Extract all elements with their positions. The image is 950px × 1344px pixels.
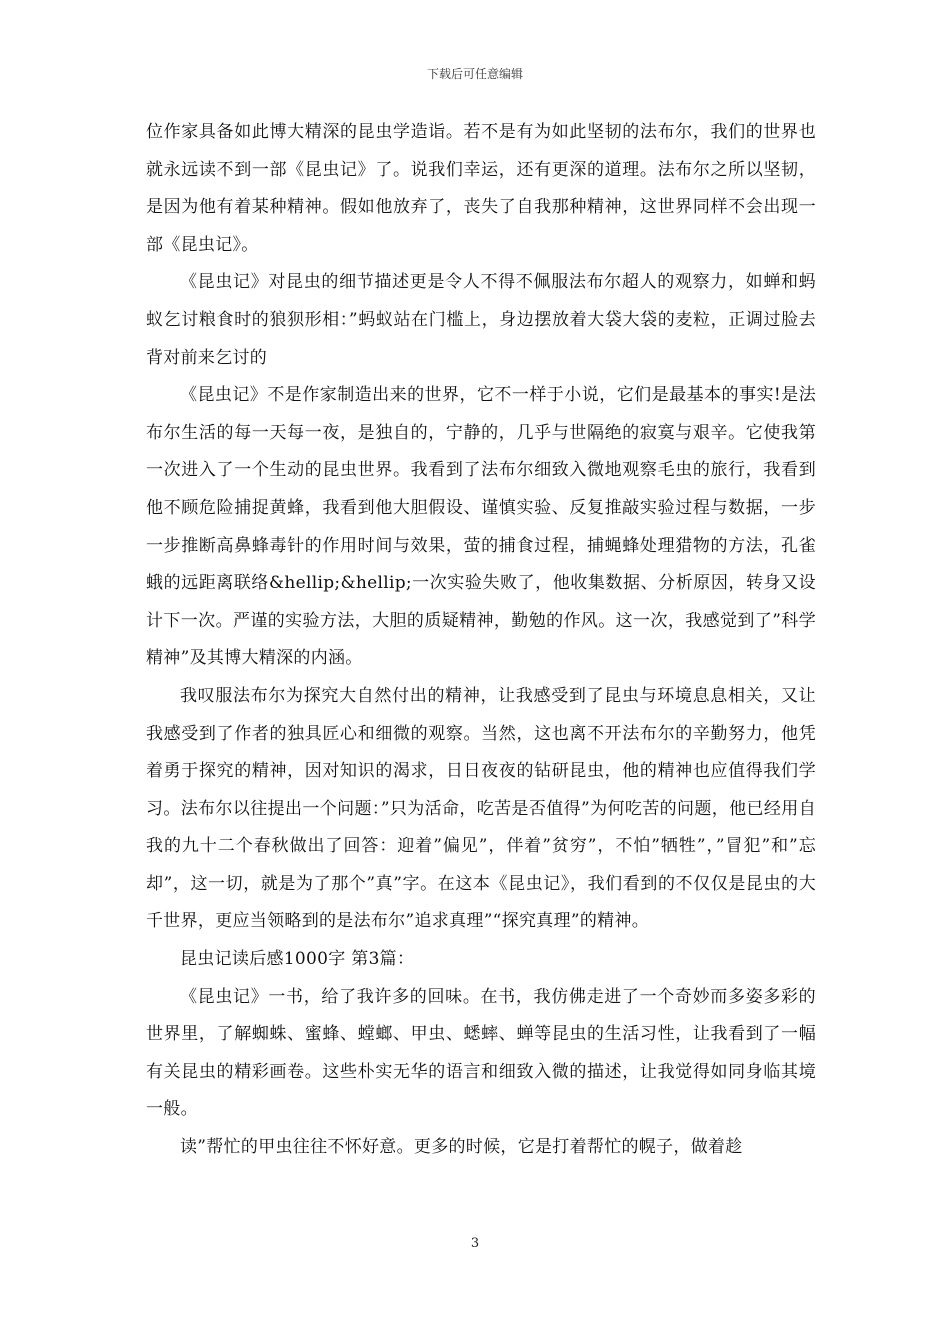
paragraph-3: 《昆虫记》不是作家制造出来的世界，它不一样于小说，它们是最基本的事实!是法布尔生活的每一天每一夜，是独自的，宁静的，几乎与世隔绝的寂寞与艰辛。它使我第一次进入了一个生动的昆虫世界。我看到了法布尔细致入微地观察毛虫的旅行，我看到他不顾危险捕捉黄蜂，我看到他大胆假设、谨慎实验、反复推敲实验过程与数据，一步一步推断高鼻蜂毒针的作用时间与效果，萤的捕食过程，捕蝇蜂处理猎物的方法，孔雀蛾的远距离联络&hellip;&hellip;一次实验失败了，他收集数据、分析原因，转身又设计下一次。严谨的实验方法，大胆的质疑精神，勤勉的作风。这一次，我感觉到了”科学精神”及其博大精深的内涵。: [146, 385, 816, 669]
paragraph-4: 我叹服法布尔为探究大自然付出的精神，让我感受到了昆虫与环境息息相关，又让我感受到了作者的独具匠心和细微的观察。当然，这也离不开法布尔的辛勤努力，他凭着勇于探究的精神，因对知识的渴求，日日夜夜的钻研昆虫，他的精神也应值得我们学习。法布尔以往提出一个问题：”只为活命，吃苦是否值得”为何吃苦的问题，他已经用自我的九十二个春秋做出了回答：迎着”偏见”，伴着”贫穷”，不怕”牺牲”，”冒犯”和”忘却”，这一切，就是为了那个”真”字。在这本《昆虫记》，我们看到的不仅仅是昆虫的大千世界，更应当领略到的是法布尔”追求真理”“探究真理”的精神。: [146, 685, 816, 932]
document-body: [146, 114, 816, 1167]
section-heading: 昆虫记读后感1000字 第3篇：: [180, 949, 415, 970]
page-header: 下载后可任意编辑: [426, 67, 523, 81]
paragraph-7: 读”帮忙的甲虫往往不怀好意。更多的时候，它是打着帮忙的幌子，做着趁: [180, 1137, 743, 1158]
paragraph-2: 《昆虫记》对昆虫的细节描述更是令人不得不佩服法布尔超人的观察力，如蝉和蚂蚁乞讨粮食时的狼狈形相：”蚂蚁站在门槛上，身边摆放着大袋大袋的麦粒，正调过脸去背对前来乞讨的: [146, 272, 816, 368]
paragraph-6: 《昆虫记》一书，给了我许多的回味。在书，我仿佛走进了一个奇妙而多姿多彩的世界里，了解蜘蛛、蜜蜂、螳螂、甲虫、蟋蟀、蝉等昆虫的生活习性，让我看到了一幅有关昆虫的精彩画卷。这些朴实无华的语言和细致入微的描述，让我觉得如同身临其境一般。: [146, 986, 816, 1120]
page-number: 3: [470, 1236, 480, 1251]
paragraph-1: 位作家具备如此博大精深的昆虫学造诣。若不是有为如此坚韧的法布尔，我们的世界也就永远读不到一部《昆虫记》了。说我们幸运，还有更深的道理。法布尔之所以坚韧，是因为他有着某种精神。假如他放弃了，丧失了自我那种精神，这世界同样不会出现一部《昆虫记》。: [146, 122, 816, 255]
